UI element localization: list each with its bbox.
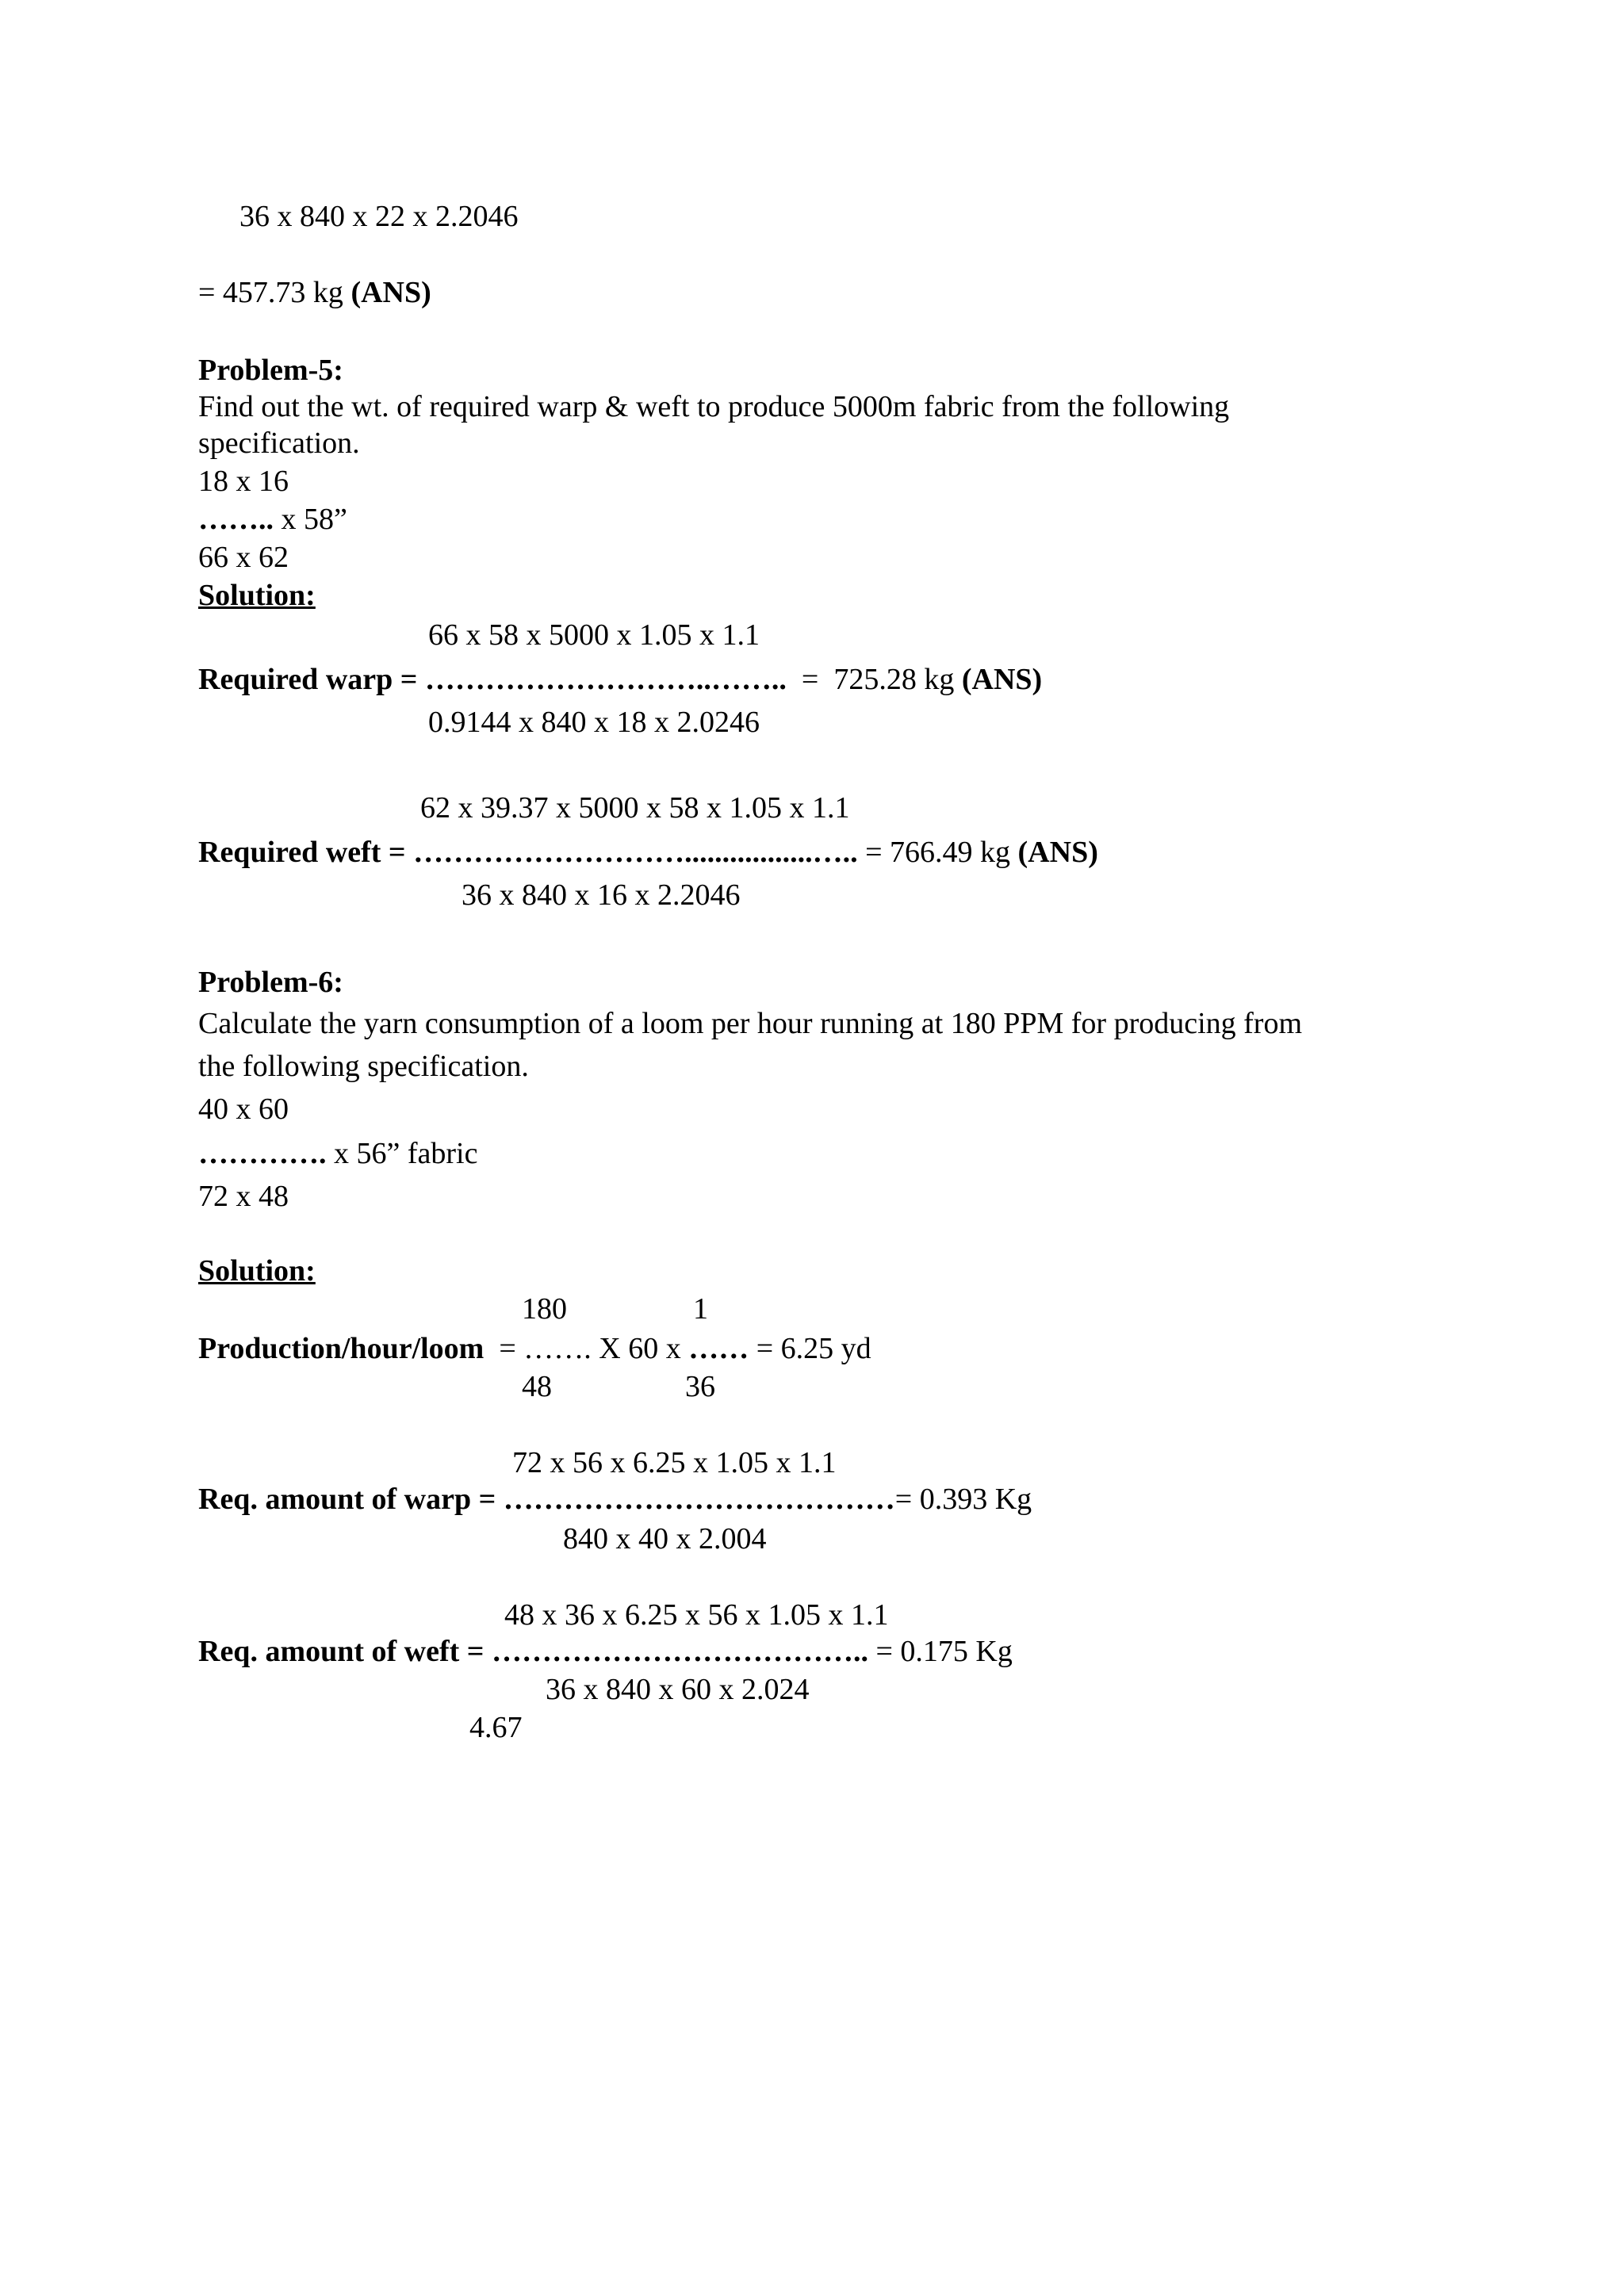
problem6-spec-line2 xyxy=(198,1138,477,1169)
problem6-solution-label: Solution: xyxy=(198,1254,316,1288)
problem6-spec-line3: 72 x 48 xyxy=(198,1180,289,1213)
req-warp-denominator: 840 x 40 x 2.004 xyxy=(563,1522,767,1556)
problem5-warp-numerator: 66 x 58 x 5000 x 1.05 x 1.1 xyxy=(428,618,760,652)
problem5-weft-denominator: 36 x 840 x 16 x 2.2046 xyxy=(462,878,741,912)
req-weft-label: Req. amount of weft = ……………………………….. xyxy=(198,1635,868,1668)
problem6-heading: Problem-6: xyxy=(198,966,343,999)
prev-result xyxy=(198,277,431,308)
problem5-spec-dots: …….. xyxy=(198,503,274,536)
req-weft-equation xyxy=(198,1636,1013,1667)
problem5-spec-line3: 66 x 62 xyxy=(198,541,289,574)
problem5-spec-line1: 18 x 16 xyxy=(198,465,289,498)
production-equation xyxy=(198,1334,871,1364)
problem5-spec-width: x 58” xyxy=(274,503,347,536)
production-denominator-1: 48 xyxy=(522,1370,552,1403)
production-numerator-1: 180 xyxy=(522,1292,567,1326)
problem6-spec-dots: …………. xyxy=(198,1137,327,1170)
problem5-spec-line2 xyxy=(198,504,347,534)
problem5-warp-ans: (ANS) xyxy=(961,663,1043,696)
problem5-weft-ans: (ANS) xyxy=(1017,836,1098,869)
problem5-text-line2: specification. xyxy=(198,427,360,460)
problem5-weft-numerator: 62 x 39.37 x 5000 x 58 x 1.05 x 1.1 xyxy=(420,791,850,825)
problem5-warp-denominator: 0.9144 x 840 x 18 x 2.0246 xyxy=(428,706,760,739)
req-warp-numerator: 72 x 56 x 6.25 x 1.05 x 1.1 xyxy=(512,1446,837,1479)
problem5-warp-label: Required warp = ………………………..…….. xyxy=(198,663,787,696)
problem5-text-line1: Find out the wt. of required warp & weft to produce 5000m fabric from the following xyxy=(198,390,1230,423)
production-eq-result: = 6.25 yd xyxy=(749,1332,871,1365)
req-warp-result: = 0.393 Kg xyxy=(894,1483,1032,1516)
req-weft-numerator: 48 x 36 x 6.25 x 56 x 1.05 x 1.1 xyxy=(504,1598,889,1632)
req-weft-denominator: 36 x 840 x 60 x 2.024 xyxy=(546,1673,810,1706)
problem5-weft-equation xyxy=(198,837,1098,867)
problem5-solution-label: Solution: xyxy=(198,579,316,612)
prev-ans: (ANS) xyxy=(350,276,431,309)
problem5-weft-result: = 766.49 kg xyxy=(857,836,1018,869)
production-denominator-2: 36 xyxy=(685,1370,715,1403)
production-label: Production/hour/loom xyxy=(198,1332,485,1365)
problem5-heading: Problem-5: xyxy=(198,354,343,387)
prev-result-value: = 457.73 kg xyxy=(198,276,343,309)
production-eq-mid: X 60 x xyxy=(599,1332,689,1365)
problem6-text-line1: Calculate the yarn consumption of a loom per hour running at 180 PPM for producing from xyxy=(198,1007,1303,1040)
problem6-spec-line1: 40 x 60 xyxy=(198,1093,289,1126)
production-eq-dots: …… xyxy=(688,1332,749,1365)
problem6-text-line2: the following specification. xyxy=(198,1050,529,1083)
req-warp-equation xyxy=(198,1484,1032,1514)
problem6-spec-width: x 56” fabric xyxy=(326,1137,478,1170)
prev-denominator: 36 x 840 x 22 x 2.2046 xyxy=(239,200,519,233)
production-numerator-2: 1 xyxy=(693,1292,708,1326)
production-eq-part1: = ……. xyxy=(484,1332,599,1365)
problem5-weft-label: Required weft = ……………………….................….. xyxy=(198,836,858,869)
req-weft-result: = 0.175 Kg xyxy=(868,1635,1013,1668)
req-warp-label: Req. amount of warp = ………………………………… xyxy=(198,1483,895,1516)
problem5-warp-equation xyxy=(198,664,1042,695)
problem5-warp-result: = 725.28 kg xyxy=(786,663,962,696)
req-weft-note: 4.67 xyxy=(469,1711,523,1744)
